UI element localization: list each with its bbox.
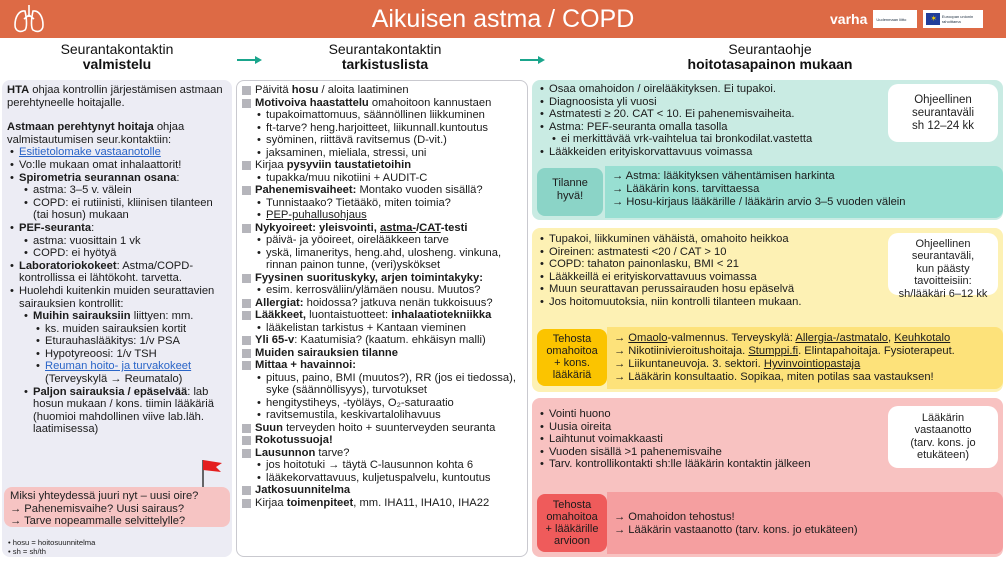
page-title: Aikuisen astma / COPD (371, 5, 635, 33)
interval-note-yellow: Ohjeellinen seurantaväli, kun päästy tavoitteisiin: sh/lääkäri 6–12 kk (888, 233, 998, 295)
rheuma-link[interactable]: Reuman hoito- ja turvakokeet (45, 360, 192, 373)
list-item: • syöminen, riittävä ravitsemus (D-vit.) (266, 134, 522, 147)
list-item: • Osaa omahoidon / oirelääkityksen. Ei tupakoi. (549, 83, 1003, 96)
list-item: • astma: 3–5 v. välein (33, 184, 227, 197)
list-item[interactable]: • Reuman hoito- ja turvakokeet (Terveyskylä → Reumatalo) (45, 360, 227, 385)
checklist-item[interactable]: Kirjaa toimenpiteet, mm. IHA11, IHA10, IHA22 (242, 497, 522, 510)
list-item: • Astma: PEF-seuranta omalla tasolla (549, 121, 1003, 134)
list-item: • yskä, limaneritys, heng.ahd, ulosheng. vinkuna, rinnan painon tunne, (veri)yskökset (266, 247, 522, 272)
status-badge-intensify: Tehosta omahoitoa + kons. lääkäriä (537, 329, 607, 386)
list-item: • Eturauhaslääkitys: 1/v PSA (45, 335, 227, 348)
list-item: • Paljon sairauksia / epäselvää: lab hosun mukaan / kons. tiimin lääkäriä (huomioi mahdollinen viive lab.läh. laatimisessa) (33, 386, 227, 436)
checklist-item[interactable]: Muiden sairauksien tilanne (242, 347, 522, 360)
preparation-panel (2, 80, 232, 557)
list-item: • tupakka/muu nikotiini + AUDIT-C (266, 172, 522, 185)
list-item: • COPD: ei hyötyä (33, 247, 227, 260)
header-bar (0, 0, 1006, 38)
list-item: • astma: vuosittain 1 vk (33, 235, 227, 248)
logo-strip (830, 8, 983, 30)
status-badge-urgent: Tehosta omahoitoa + lääkärille arvioon (537, 494, 607, 552)
list-item: • tupakoimattomuus, säännöllinen liikkuminen (266, 109, 522, 122)
omaolo-link[interactable]: Omaolo (628, 332, 668, 344)
checklist-panel (236, 80, 528, 557)
list-item: • lääkekorvattavuus, kuljetuspalvelu, kuntoutus (266, 472, 522, 485)
column-heading-followup: Seurantaohje hoitotasapainon mukaan (687, 41, 853, 72)
doctor-visit-note: Lääkärin vastaanotto (tarv. kons. jo etukäteen) (888, 406, 998, 468)
list-item: • Laihtunut voimakkaasti (549, 433, 1003, 446)
list-item[interactable] (19, 146, 227, 159)
list-item: • Muun seurattavan perussairauden hosu epäselvä (549, 283, 1003, 296)
hta-paragraph: HTA ohjaa kontrollin järjestämisen astmaan perehtyneelle hoitajalle. (7, 84, 223, 109)
checklist-item[interactable]: Lääkkeet, luontaistuotteet: inhalaatiotekniikka (242, 309, 522, 322)
checklist-item[interactable]: Fyysinen suorituskyky, arjen toimintakyky: (242, 272, 522, 285)
lung-house-link[interactable]: Keuhkotalo (894, 332, 951, 344)
checklist-item[interactable]: Yli 65-v: Kaatumisia? (kaatum. ehkäisyn malli) (242, 334, 522, 347)
list-item: • Vointi huono (549, 408, 1003, 421)
list-item: • Lääkkeiden erityiskorvattavuus voimassa (549, 146, 1003, 159)
list-item: • Diagnoosista yli vuosi (549, 96, 1003, 109)
prep-list (7, 146, 227, 436)
list-item: • hengitystiheys, -työläys, O₂-saturaatio (266, 397, 522, 410)
checklist-item[interactable]: Mittaa + havainnoi: (242, 359, 522, 372)
abbreviations: • hosu = hoitosuunnitelma • sh = sh/th (8, 538, 96, 556)
list-item: • Jos hoitomuutoksia, niin kontrolli tilanteen mukaan. (549, 296, 1003, 309)
list-item: • Astmatesti ≥ 20. CAT < 10. Ei pahenemisvaiheita. (549, 108, 1003, 121)
status-badge-good: Tilanne hyvä! (537, 168, 603, 216)
nurse-paragraph: Astmaan perehtynyt hoitaja ohjaa valmistautumisen seur.kontaktiin: (7, 121, 185, 146)
list-item: • ravitsemustila, keskivartalolihavuus (266, 409, 522, 422)
why-now-alert: Miksi yhteydessä juuri nyt – uusi oire? → Pahenemisvaihe? Uusi sairaus? → Tarve nopeammalle selvittelylle? (4, 487, 230, 527)
wellbeing-guide-link[interactable]: Hyvinvointiopastaja (763, 358, 861, 370)
column-heading-prep: Seurantakontaktin valmistelu (60, 41, 174, 72)
checklist-item[interactable]: Rokotussuoja! (242, 434, 522, 447)
checklist-item[interactable]: Lausunnon tarve? (242, 447, 522, 460)
list-item: • COPD: tahaton painonlasku, BMI < 21 (549, 258, 1003, 271)
allergy-link[interactable]: Allergia-/astmatalo (795, 332, 889, 344)
list-item: • Vo:lle mukaan omat inhalaattorit! (19, 159, 227, 172)
eu-flag-icon: ✶ (926, 13, 939, 25)
list-item: • pituus, paino, BMI (muutos?), RR (jos ei tiedossa), syke (säännöllisyys), turvotukset (266, 372, 522, 397)
list-item: • Uusia oireita (549, 421, 1003, 434)
list-item: • Lääkkeillä ei erityiskorvattavuus voimassa (549, 271, 1003, 284)
list-item: • jaksaminen, mieliala, stressi, uni (266, 147, 522, 160)
list-item: • ks. muiden sairauksien kortit (45, 323, 227, 336)
checklist-item[interactable]: Kirjaa pysyviin taustatietoihin (242, 159, 522, 172)
actions-green: → Astma: lääkityksen vähentämisen harkinta → Lääkärin kons. tarvittaessa → Hosu-kirjaus lääkärille / lääkärin arvio 3–5 vuoden välein (612, 170, 906, 208)
list-item: • Vuoden sisällä >1 pahenemisvaihe (549, 446, 1003, 459)
checklist-item[interactable]: Motivoiva haastattelu omahoitoon kannustaen (242, 97, 522, 110)
actions-red: → Omahoidon tehostus! → Lääkärin vastaanotto (tarv. kons. jo etukäteen) (614, 511, 858, 536)
list-item: • Oireinen: astmatesti <20 / CAT > 10 (549, 246, 1003, 259)
checklist-item[interactable]: Jatkosuunnitelma (242, 484, 522, 497)
list-item: • Tarv. kontrollikontakti sh:lle lääkärin kontaktin jälkeen (549, 458, 1003, 471)
eu-logo: ✶ Euroopan unionin rahoittama (923, 10, 983, 28)
list-item: • Laboratoriokokeet: Astma/COPD-kontrollissa ei lähtökoht. tarvetta. (19, 260, 227, 285)
form-link[interactable]: Esitietolomake vastaanotolle (19, 146, 161, 159)
interval-note-green: Ohjeellinen seurantaväli sh 12–24 kk (888, 84, 998, 142)
list-item: • lääkelistan tarkistus + Kantaan vieminen (266, 322, 522, 335)
list-item: • Spirometria seurannan osana: • astma: 3–5 v. välein • COPD: ei rutiinisti, kliinisen tilanteen (tai hosun) mukaan (19, 172, 227, 222)
list-item: • COPD: ei rutiinisti, kliinisen tilanteen (tai hosun) mukaan (33, 197, 227, 222)
pep-link[interactable]: PEP-puhallusohjaus (266, 209, 367, 221)
list-item: • PEF-seuranta: • astma: vuosittain 1 vk • COPD: ei hyötyä (19, 222, 227, 260)
checklist-item[interactable]: Päivitä hosu / aloita laatiminen (242, 84, 522, 97)
list-item: • ft-tarve? heng.harjoitteet, liikunnall.kuntoutus (266, 122, 522, 135)
list-item[interactable] (266, 209, 522, 222)
list-item: • esim. kerrosväliin/ylämäen nousu. Muutos? (266, 284, 522, 297)
stumppi-link[interactable]: Stumppi.fi (748, 345, 799, 357)
actions-yellow: → Omaolo-valmennus. Terveyskylä: Allergia-/astmatalo, Keuhkotalo → Nikotiinivieroitushoitaja. Stumppi.fi. Elintapahoitaja. Fysioterapeut. → Liikuntaneuvoja. 3. sektori. Hyvinvointiopastaja → Lääkärin konsultaatio. Sopikaa, miten potilas saa vastauksen! (614, 332, 955, 383)
column-heading-checklist: Seurantakontaktin tarkistuslista (328, 41, 442, 72)
checklist-item[interactable]: Suun terveyden hoito + suunterveyden seuranta (242, 422, 522, 435)
list-item: • Huolehdi kuitenkin muiden seurattavien sairauksien kontrollit: • Muihin sairauksiin liittyen: mm. • ks. muiden sairauksien kortit • Eturauhaslääkitys: 1/v PSA • Hypotyreoosi: 1/v TSH • Reuman hoito- ja turvakokeet (Terveyskylä → Reumatalo) • Paljon sairauksia / epäselvää: lab hosun mukaan / kons. tiimin lääkäriä (huomioi mahdollinen viive lab.läh. laatimisessa) (19, 285, 227, 436)
red-flag-icon (200, 458, 224, 488)
list-item: • ei merkittävää vrk-vaihtelua tai bronkodilat.vastetta (561, 133, 1003, 146)
varha-logo: varha (830, 11, 868, 27)
list-item: • jos hoitotuki → täytä C-lausunnon kohta 6 (266, 459, 522, 472)
list-item: • päivä- ja yöoireet, oirelääkkeen tarve (266, 234, 522, 247)
arrow-right-icon (237, 55, 263, 65)
checklist-item[interactable]: Pahenemisvaiheet: Montako vuoden sisällä? (242, 184, 522, 197)
checklist-item[interactable]: Nykyoireet: yleisvointi, astma-/CAT-testi (242, 222, 522, 235)
list-item: • Tunnistaako? Tietääkö, miten toimia? (266, 197, 522, 210)
list-item: • Muihin sairauksiin liittyen: mm. • ks. muiden sairauksien kortit • Eturauhaslääkitys: 1/v PSA • Hypotyreoosi: 1/v TSH • Reuman hoito- ja turvakokeet (Terveyskylä → Reumatalo) (33, 310, 227, 386)
checklist-item[interactable]: Allergiat: hoidossa? jatkuva nenän tukkoisuus? (242, 297, 522, 310)
list-item: • Hypotyreoosi: 1/v TSH (45, 348, 227, 361)
list-item: • Tupakoi, liikkuminen vähäistä, omahoito heikkoa (549, 233, 1003, 246)
arrow-right-icon (520, 55, 546, 65)
uusimaa-logo: Uudenmaan liitto (873, 10, 917, 28)
